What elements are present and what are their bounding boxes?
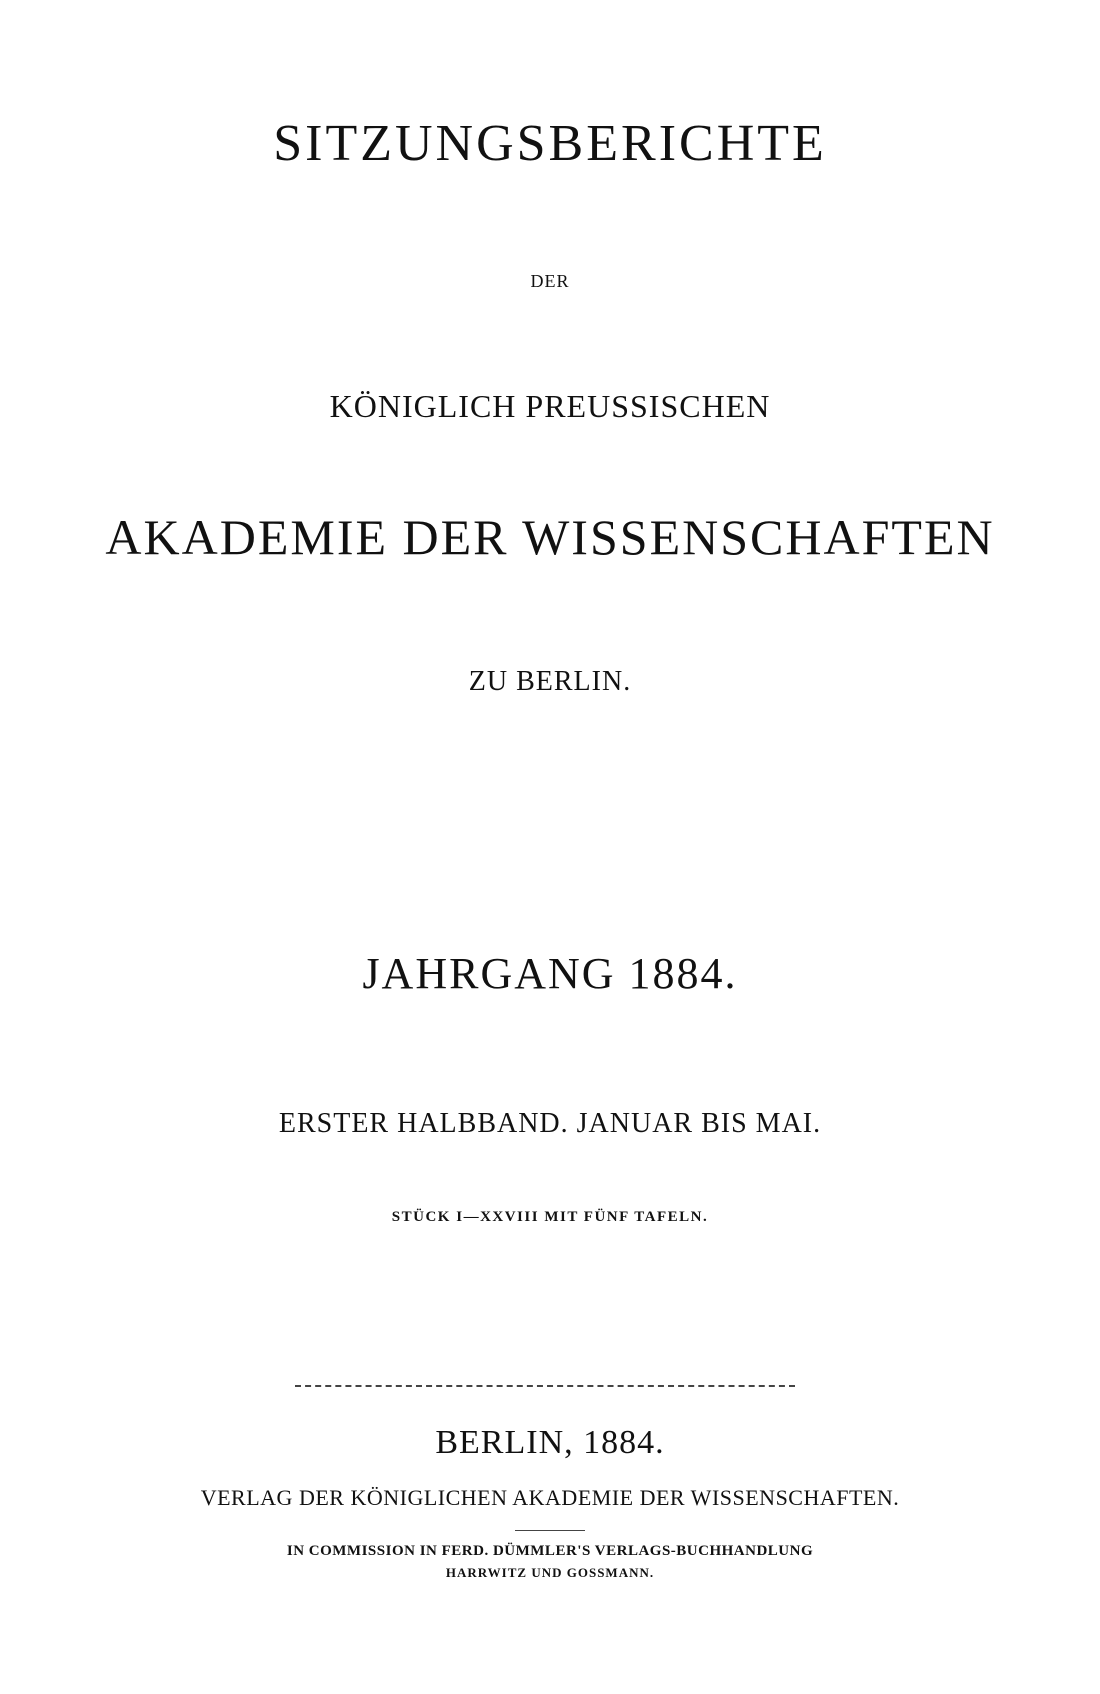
academy-name: AKADEMIE DER WISSENSCHAFTEN — [105, 509, 995, 565]
imprint-place-year: BERLIN, 1884. — [435, 1424, 665, 1461]
imprint-publisher: VERLAG DER KÖNIGLICHEN AKADEMIE DER WISSENSCHAFTEN. — [200, 1485, 900, 1510]
academy-qualifier: KÖNIGLICH PREUSSISCHEN — [329, 388, 771, 424]
title-article: DER — [530, 271, 570, 291]
volume-year: JAHRGANG 1884. — [362, 949, 738, 998]
short-divider-rule — [515, 1530, 585, 1531]
imprint-commission: IN COMMISSION IN FERD. DÜMMLER'S VERLAGS-BUCHHANDLUNG — [286, 1543, 814, 1559]
half-volume: ERSTER HALBBAND. JANUAR BIS MAI. — [278, 1108, 822, 1139]
academy-location: ZU BERLIN. — [468, 666, 632, 697]
imprint-commission-names: HARRWITZ UND GOSSMANN. — [445, 1565, 655, 1580]
volume-contents: STÜCK I—XXVIII MIT FÜNF TAFELN. — [391, 1209, 709, 1225]
page-title: SITZUNGSBERICHTE — [273, 115, 827, 172]
divider-rule — [295, 1385, 795, 1387]
